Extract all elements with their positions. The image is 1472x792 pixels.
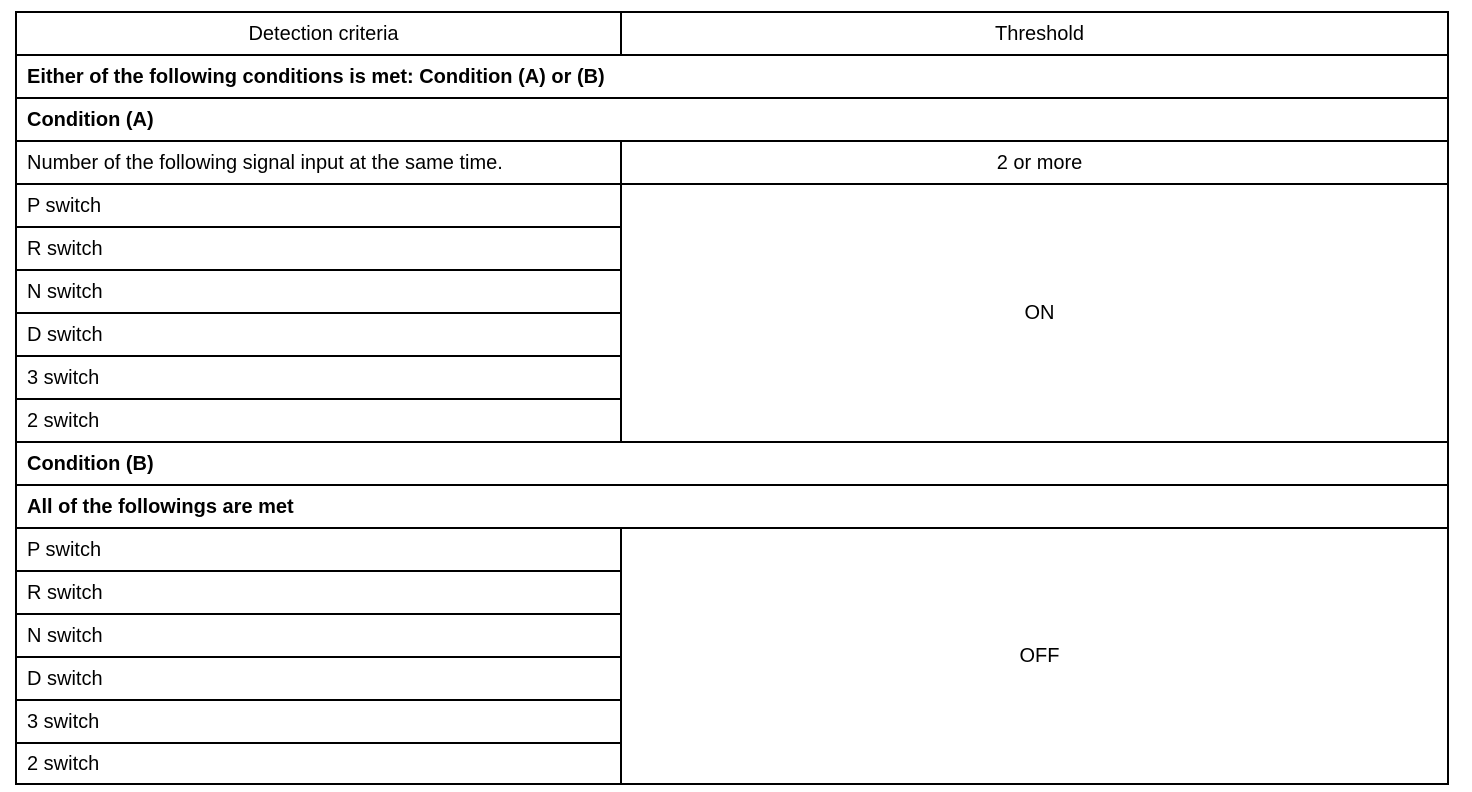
condition-b-subtitle-row <box>16 485 1448 528</box>
header-threshold: Threshold <box>621 12 1448 55</box>
condition-b-switch-p: P switch <box>16 528 621 571</box>
intro-text: Either of the following conditions is met: Condition (A) or (B) <box>16 55 1448 98</box>
condition-a-count-row <box>16 141 1448 184</box>
condition-b-title: Condition (B) <box>16 442 1448 485</box>
condition-a-count-label: Number of the following signal input at the same time. <box>16 141 621 184</box>
condition-b-switch-r: R switch <box>16 571 621 614</box>
condition-a-row <box>16 98 1448 141</box>
condition-b-switch-2: 2 switch <box>16 743 621 784</box>
condition-a-switch-state: ON <box>621 184 1448 442</box>
intro-row <box>16 55 1448 98</box>
condition-b-switch-d: D switch <box>16 657 621 700</box>
condition-b-switch-3: 3 switch <box>16 700 621 743</box>
condition-a-title: Condition (A) <box>16 98 1448 141</box>
detection-criteria-table <box>15 11 1449 785</box>
condition-a-switch-3: 3 switch <box>16 356 621 399</box>
condition-b-row <box>16 442 1448 485</box>
condition-a-switch-2: 2 switch <box>16 399 621 442</box>
condition-a-count-value: 2 or more <box>621 141 1448 184</box>
header-criteria: Detection criteria <box>16 12 621 55</box>
condition-b-subtitle: All of the followings are met <box>16 485 1448 528</box>
condition-a-switch-p: P switch <box>16 184 621 227</box>
header-row <box>16 12 1448 55</box>
table-row <box>16 528 1448 571</box>
condition-a-switch-n: N switch <box>16 270 621 313</box>
condition-a-switch-d: D switch <box>16 313 621 356</box>
condition-a-switch-r: R switch <box>16 227 621 270</box>
condition-b-switch-n: N switch <box>16 614 621 657</box>
table-row <box>16 184 1448 227</box>
condition-b-switch-state: OFF <box>621 528 1448 784</box>
